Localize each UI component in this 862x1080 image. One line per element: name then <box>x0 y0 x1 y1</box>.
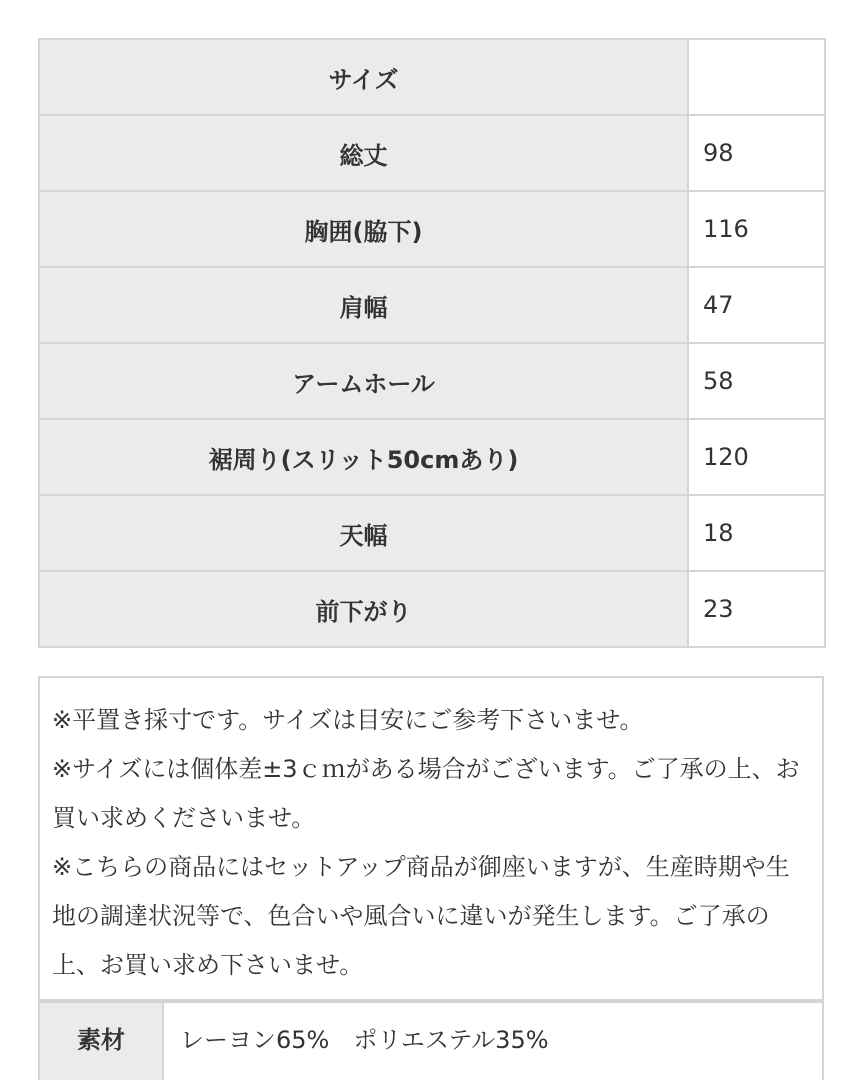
material-value: レーヨン65% ポリエステル35% <box>163 1002 823 1080</box>
size-row-value: 58 <box>688 343 825 419</box>
size-row-armhole <box>39 343 825 419</box>
size-row-value: 18 <box>688 495 825 571</box>
material-label: 素材 <box>39 1002 163 1080</box>
material-table <box>38 1001 824 1080</box>
size-row-label: 胸囲(脇下) <box>39 191 688 267</box>
size-row-front-drop <box>39 571 825 647</box>
size-row-value: 98 <box>688 115 825 191</box>
note-setup-color: ※こちらの商品にはセットアップ商品が御座いますが、生産時期や生地の調達状況等で、色合いや風合いに違いが発生します。ご了承の上、お買い求め下さいませ。 <box>52 853 790 979</box>
size-row-value: 120 <box>688 419 825 495</box>
size-row-label: 肩幅 <box>39 267 688 343</box>
size-row-shoulder <box>39 267 825 343</box>
size-row-value: 23 <box>688 571 825 647</box>
size-row-neck-width <box>39 495 825 571</box>
size-row-length <box>39 115 825 191</box>
size-row-chest <box>39 191 825 267</box>
size-row-label: 天幅 <box>39 495 688 571</box>
size-row-label: アームホール <box>39 343 688 419</box>
size-row-value: 116 <box>688 191 825 267</box>
material-row <box>39 1002 823 1080</box>
note-measurement: ※平置き採寸です。サイズは目安にご参考下さいませ。 <box>52 706 644 734</box>
note-variance: ※サイズには個体差±3ｃｍがある場合がございます。ご了承の上、お買い求めくださいませ。 <box>52 755 800 832</box>
size-row-value: 47 <box>688 267 825 343</box>
size-header-value <box>688 39 825 115</box>
size-table <box>38 38 826 648</box>
size-row-label: 裾周り(スリット50cmあり) <box>39 419 688 495</box>
size-row-label: 総丈 <box>39 115 688 191</box>
size-header-label: サイズ <box>39 39 688 115</box>
size-header-row <box>39 39 825 115</box>
size-row-label: 前下がり <box>39 571 688 647</box>
size-notes <box>38 676 824 1001</box>
size-row-hem <box>39 419 825 495</box>
